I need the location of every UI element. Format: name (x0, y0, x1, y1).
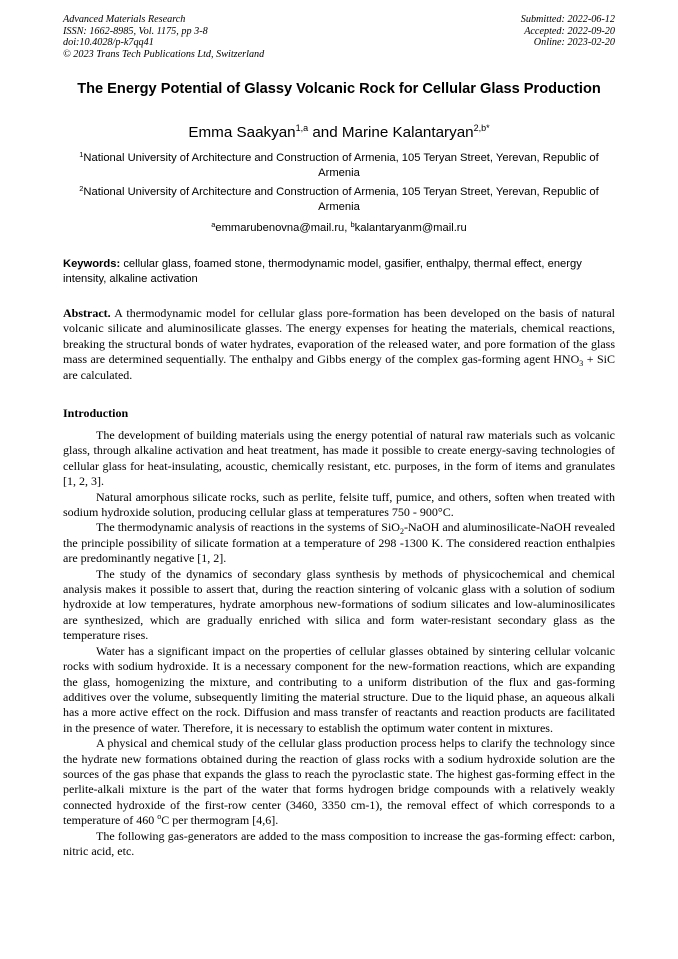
author-name: Marine Kalantaryan (341, 124, 474, 141)
paragraph (63, 520, 615, 566)
section-heading: Introduction (63, 406, 129, 420)
paper-title: The Energy Potential of Glassy Volcanic Rock for Cellular Glass Production (77, 81, 601, 97)
author-joiner: and (308, 124, 342, 141)
paragraph: The study of the dynamics of secondary glass synthesis by methods of physicochemical and chemical analysis makes it possible to assert that, during the reaction sintering of volcanic glass with a solution of sodium hydroxide at low temperatures, hydrate amorphous new-formations of sodium silicates and low-aluminosilicates are synthesized, which are gradually enriched with silica and form water-resistant secondary glass as the temperature rises. (63, 566, 615, 643)
email-link[interactable]: emmarubenovna@mail.ru (215, 222, 345, 234)
accepted-date: Accepted: 2022-09-20 (524, 25, 615, 37)
paragraph: The development of building materials using the energy potential of natural raw materials such as volcanic glass, through alkaline activation and heat treatment, has made it possible to create energy-saving technologies of cellular glass for heat-insulating, acoustic, chemically resistant, etc. purposes, in the form of items and granulates [1, 2, 3]. (63, 428, 615, 489)
affiliation-text: National University of Architecture and Construction of Armenia, 105 Teryan Street, Yerevan, Republic of Armenia (83, 152, 599, 179)
author-list (63, 124, 615, 142)
author-emails (63, 221, 615, 235)
email-marker: a (211, 220, 216, 229)
paragraph: The following gas-generators are added to the mass composition to increase the gas-forming effect: carbon, nitric acid, etc. (63, 828, 615, 858)
paragraph: Water has a significant impact on the properties of cellular glasses obtained by sintering cellular volcanic rocks with sodium hydroxide. It is a necessary component for the new-formation reactions, which are expanding the glass, homogenizing the mixture, and contributing to a uniform distribution of the flux and gas-forming additives over the volume, subsequently limiting the material structure. Due to the liquid phase, an aqueous alkali has a more active effect on the rock. Diffusion and mass transfer of reactants and reaction products are facilitated in the presence of water. Therefore, it is necessary to establish the optimum water content in mixtures. (63, 643, 615, 735)
keywords (63, 257, 615, 286)
affiliation-marker: 2 (79, 184, 84, 193)
paragraph-text: -NaOH and aluminosilicate-NaOH revealed the principle possibility of silicate formation at a temperature of 298 -1300 K. The considered reaction enthalpies are predominantly negative [1, 2]. (63, 520, 615, 566)
journal-name: Advanced Materials Research (63, 14, 186, 25)
journal-issn: ISSN: 1662-8985, Vol. 1175, pp 3-8 (63, 25, 208, 37)
email-link[interactable]: kalantaryanm@mail.ru (354, 222, 467, 234)
superscript: o (157, 812, 162, 822)
keywords-text: cellular glass, foamed stone, thermodynamic model, gasifier, enthalpy, thermal effect, energy intensity, alkaline activation (63, 258, 582, 285)
affiliation-marker: 1 (79, 150, 84, 159)
keywords-label: Keywords: (63, 258, 121, 270)
author-marker: 2,b* (473, 123, 490, 133)
affiliation-text: National University of Architecture and Construction of Armenia, 105 Teryan Street, Yerevan, Republic of Armenia (83, 186, 599, 213)
paragraph: Natural amorphous silicate rocks, such as perlite, felsite tuff, pumice, and others, soften when treated with sodium hydroxide solution, producing cellular glass at temperatures 750 - 900°C. (63, 489, 615, 520)
abstract-label: Abstract. (63, 306, 111, 320)
email-separator: , (344, 222, 351, 234)
subscript: 2 (399, 527, 404, 537)
paragraph-text: C per thermogram [4,6]. (161, 813, 279, 828)
abstract-subscript: 3 (579, 359, 584, 369)
journal-header (63, 14, 264, 60)
online-date: Online: 2023-02-20 (533, 37, 615, 49)
affiliation (63, 151, 615, 181)
paragraph-text: A physical and chemical study of the cellular glass production process helps to clarify the technology since the hydrate new formations obtained during the reaction of glass rocks with a sodium hydroxide solution are the sources of the gas phase that expands the glass to reach the pyroclastic state. The highest gas-forming effect in the perlite-alkali mixture is the part of the water that forms hydrogen bridge compounds with a relatively weakly connected hydroxide of the first-row center (3460, 3350 cm-1), the removal effect of which corresponds to a temperature of 460 (63, 736, 615, 828)
submitted-date: Submitted: 2022-06-12 (520, 14, 615, 25)
author-marker: 1,a (295, 123, 309, 133)
paragraph-text: The thermodynamic analysis of reactions in the systems of SiO (96, 520, 400, 535)
abstract-text-end: + SiC are calculated. (63, 352, 615, 382)
journal-copyright: © 2023 Trans Tech Publications Ltd, Switzerland (63, 48, 265, 60)
author-name: Emma Saakyan (188, 124, 296, 141)
introduction-body (63, 428, 615, 859)
journal-doi: doi:10.4028/p-k7qq41 (63, 37, 154, 49)
paragraph (63, 736, 615, 828)
affiliation (63, 185, 615, 215)
email-marker: b (350, 220, 355, 229)
abstract-text: A thermodynamic model for cellular glass pore-formation has been developed on the basis of natural volcanic silicate and aluminosilicate glasses. The energy expenses for heating the materials, chemical reactions, breaking the structural bonds of water hydrates, evaporation of the released water, and pore formation of the glass mass are determined sequentially. The enthalpy and Gibbs energy of the complex gas-forming agent HNO (63, 306, 615, 367)
dates-header (521, 14, 615, 49)
abstract (63, 306, 615, 383)
